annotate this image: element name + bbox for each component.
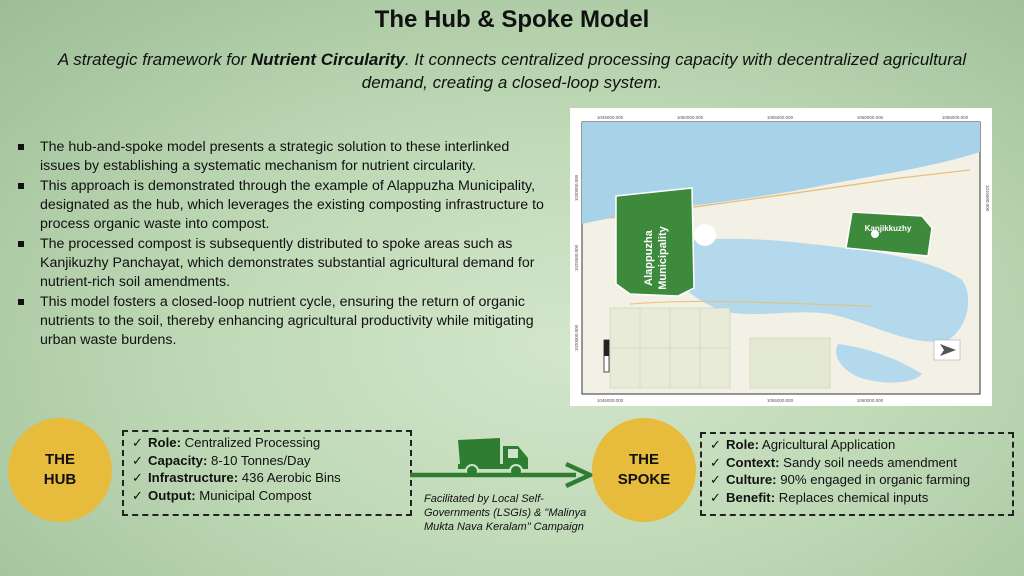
spoke-detail-item <box>710 489 1004 507</box>
map-hub-label: Alappuzha <box>643 230 655 286</box>
spoke-detail-label: Context: <box>726 454 780 470</box>
subtitle-bold: Nutrient Circularity <box>250 50 405 69</box>
spoke-detail-value: Replaces chemical inputs <box>775 489 929 505</box>
check-icon: ✓ <box>132 487 144 503</box>
check-icon: ✓ <box>132 470 144 485</box>
spoke-detail-item <box>710 471 1004 489</box>
hub-detail-label: Capacity: <box>148 452 208 468</box>
spoke-detail-value: 90% engaged in organic farming <box>776 472 971 487</box>
map-svg <box>570 108 992 406</box>
hub-detail-item <box>132 452 402 470</box>
map-x-tick: 1045000.000 <box>596 115 624 120</box>
spoke-detail-value: Sandy soil needs amendment <box>779 454 957 470</box>
spoke-circle <box>592 418 696 522</box>
hub-detail-item <box>132 469 402 487</box>
hub-details-box <box>122 430 412 516</box>
spoke-detail-item <box>710 454 1004 472</box>
spoke-detail-label: Role: <box>726 437 759 452</box>
spoke-detail-label: Culture: <box>726 472 777 487</box>
bullet-item: The hub-and-spoke model presents a strategic solution to these interlinked issues by establishing a systematic mechanism for nutrient circularity. <box>18 138 548 176</box>
spoke-details-box <box>700 432 1014 516</box>
check-icon: ✓ <box>710 437 722 452</box>
map-y-tick: 1025000.000 <box>574 244 579 272</box>
flow-arrow-icon <box>408 460 594 490</box>
subtitle-pre: A strategic framework for <box>57 50 251 69</box>
bullet-item: The processed compost is subsequently distributed to spoke areas such as Kanjikuzhy Panchayat, which demonstrates substantial agricultural demand for nutrient-rich soil amendments. <box>18 235 548 292</box>
page-title: The Hub & Spoke Model <box>374 6 650 33</box>
spoke-circle-line2: SPOKE <box>617 471 671 488</box>
map-hub-label: Municipality <box>657 226 669 290</box>
check-icon: ✓ <box>710 454 722 470</box>
hub-circle <box>8 418 112 522</box>
hub-detail-value: 8-10 Tonnes/Day <box>207 452 311 468</box>
check-icon: ✓ <box>710 489 722 505</box>
map-x-tick: 1055000.000 <box>766 398 794 403</box>
facilitated-note: Facilitated by Local Self-Governments (LSGIs) & "Malinya Mukta Nava Keralam" Campaign <box>424 493 587 533</box>
spoke-detail-value: Agricultural Application <box>758 437 896 452</box>
check-icon: ✓ <box>132 435 144 450</box>
map-x-tick: 1060000.000 <box>856 115 884 120</box>
map-spoke-label: Kanjikkuzhy <box>864 224 912 233</box>
hub-detail-label: Infrastructure: <box>148 470 239 485</box>
spoke-detail-item <box>710 436 1004 454</box>
hub-detail-value: Municipal Compost <box>195 487 312 503</box>
hub-circle-line1: THE <box>45 451 75 468</box>
bullet-item: This approach is demonstrated through the example of Alappuzha Municipality, designated as the hub, which leverages the existing composting infrastructure to process organic waste into compost. <box>18 177 548 234</box>
map-x-tick: 1060000.000 <box>856 398 884 403</box>
bullet-list <box>18 138 548 351</box>
check-icon: ✓ <box>710 472 722 487</box>
map-x-tick: 1055000.000 <box>766 115 794 120</box>
map-y-tick: 1015000.000 <box>985 184 990 212</box>
map-y-tick: 1030000.000 <box>574 174 579 202</box>
map-x-tick: 1045000.000 <box>596 398 624 403</box>
hub-detail-value: Centralized Processing <box>180 435 321 450</box>
hub-detail-value: 436 Aerobic Bins <box>238 470 341 485</box>
hub-detail-item <box>132 487 402 505</box>
subtitle-post: . It connects centralized processing capacity with decentralized agricultural demand, creating a closed-loop system. <box>361 50 967 92</box>
map-x-tick: 1050000.000 <box>676 115 704 120</box>
map-y-tick: 1020000.000 <box>574 324 579 352</box>
hub-detail-item <box>132 434 402 452</box>
map-image <box>570 108 992 406</box>
map-x-tick: 1065000.000 <box>941 115 969 120</box>
spoke-circle-line1: THE <box>628 451 659 468</box>
spoke-detail-label: Benefit: <box>726 489 776 505</box>
page-subtitle <box>40 48 984 94</box>
hub-detail-label: Output: <box>148 487 196 503</box>
hub-detail-label: Role: <box>148 435 181 450</box>
bullet-item: This model fosters a closed-loop nutrient cycle, ensuring the return of organic nutrients to the soil, thereby enhancing agricultural productivity while mitigating urban waste burdens. <box>18 293 548 350</box>
hub-circle-line2: HUB <box>43 471 77 488</box>
check-icon: ✓ <box>132 452 144 468</box>
